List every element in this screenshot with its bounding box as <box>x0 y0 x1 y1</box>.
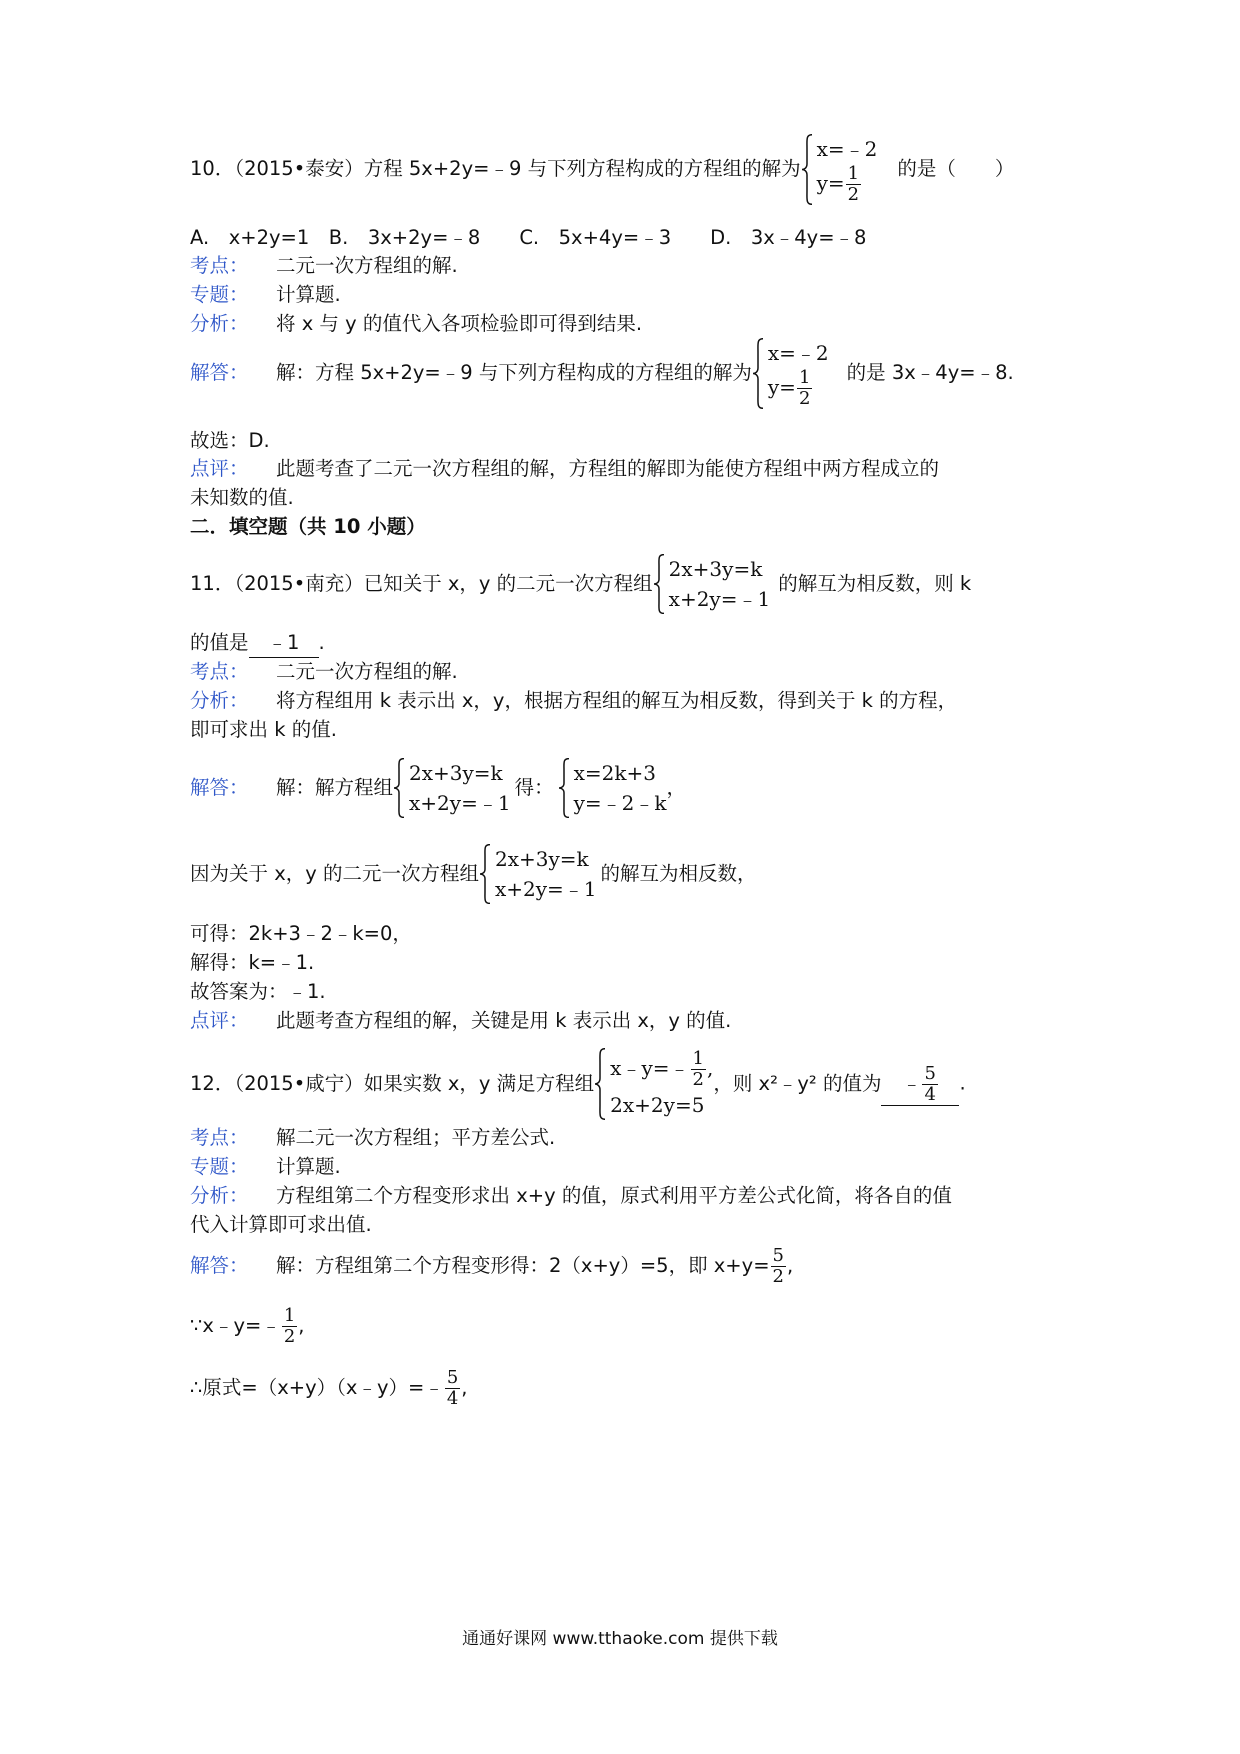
fraction: $\frac{5}{4}$ <box>446 1367 459 1409</box>
q11-jieda: 解答： 解：解方程组 2x+3y=k x+2y=﹣1 得： x=2k+3 y=﹣2﹣k ， <box>190 758 686 818</box>
q10-solution-system <box>801 134 878 205</box>
q11-fenxi: 分析： 将方程组用 k 表示出 x，y，根据方程组的解互为相反数，得到关于 k 的方程， <box>190 687 957 715</box>
label: 点评： <box>190 1009 249 1032</box>
label: 解答： <box>190 775 249 799</box>
q10-kaodian: 考点： 二元一次方程组的解. <box>190 252 458 280</box>
q11-kede: 可得：2k+3﹣2﹣k=0， <box>190 922 412 945</box>
q11-yinwei: 因为关于 x，y 的二元一次方程组 2x+3y=k x+2y=﹣1 的解互为相反数， <box>190 844 757 904</box>
q12-line2: ∵x﹣y=﹣ $\frac{1}{2}$ , <box>190 1305 305 1347</box>
q11-result-system: x=2k+3 y=﹣2﹣k <box>558 758 667 818</box>
q11-jiede: 解得：k=﹣1. <box>190 951 315 974</box>
label: 分析： <box>190 1184 249 1207</box>
fraction: $\frac{1}{2}$ <box>692 1048 704 1090</box>
q12-stem: 12．（2015•咸宁）如果实数 x，y 满足方程组 x﹣y=﹣ $\frac{1}{2}$ , 2x+2y=5 ，则 x²﹣y² 的值为 ﹣ $\frac{5}{4}$ . <box>190 1048 966 1120</box>
q11-system: 2x+3y=k x+2y=﹣1 <box>653 554 771 614</box>
fraction: $\frac{1}{2}$ <box>847 163 860 205</box>
q10-sys-y: y= <box>816 171 845 195</box>
label: 考点： <box>190 254 249 277</box>
q11-jieda-system: 2x+3y=k x+2y=﹣1 <box>393 758 511 818</box>
label: 专题： <box>190 1155 249 1178</box>
fraction: $\frac{1}{2}$ <box>798 367 811 409</box>
page-footer: 通通好课网 www.tthaoke.com 提供下载 <box>462 1629 778 1649</box>
q10-dianping-cont: 未知数的值. <box>190 486 294 509</box>
q12-zhuanti: 专题： 计算题. <box>190 1153 341 1181</box>
label: 分析： <box>190 312 249 335</box>
q10-jieda: 解答： 解：方程 5x+2y=﹣9 与下列方程构成的方程组的解为 x=﹣2 y= $\frac{1}{2}$ 的是 3x﹣4y=﹣8. <box>190 338 1014 409</box>
answer-blank: ﹣1 <box>249 629 319 658</box>
q10-stem <box>190 134 1014 205</box>
q11-kaodian: 考点： 二元一次方程组的解. <box>190 658 458 686</box>
q10-fenxi: 分析： 将 x 与 y 的值代入各项检验即可得到结果. <box>190 310 642 338</box>
label: 考点： <box>190 660 249 683</box>
label: 点评： <box>190 457 249 480</box>
fraction: $\frac{5}{2}$ <box>772 1245 784 1287</box>
label: 考点： <box>190 1126 249 1149</box>
label: 解答： <box>190 1254 249 1277</box>
q11-stem: 11．（2015•南充）已知关于 x，y 的二元一次方程组 2x+3y=k x+2y=﹣1 的解互为相反数，则 k <box>190 554 971 614</box>
q10-dianping: 点评： 此题考查了二元一次方程组的解，方程组的解即为能使方程组中两方程成立的 <box>190 455 939 483</box>
q10-zhuanti: 专题： 计算题. <box>190 281 341 309</box>
q11-fenxi-cont: 即可求出 k 的值. <box>190 718 337 741</box>
q11-dianping: 点评： 此题考查方程组的解，关键是用 k 表示出 x，y 的值. <box>190 1007 731 1035</box>
fraction: $\frac{1}{2}$ <box>283 1305 296 1347</box>
q10-stem-text: 10．（2015•泰安）方程 5x+2y=﹣9 与下列方程构成的方程组的解为 <box>190 157 801 180</box>
q12-kaodian: 考点： 解二元一次方程组；平方差公式. <box>190 1124 555 1152</box>
q10-answer-choice: 故选：D. <box>190 429 270 452</box>
label: 解答： <box>190 361 249 384</box>
section-title: 二．填空题（共 10 小题） <box>190 515 426 538</box>
answer-blank: ﹣ $\frac{5}{4}$ <box>881 1064 959 1106</box>
q12-fenxi: 分析： 方程组第二个方程变形求出 x+y 的值，原式利用平方差公式化简，将各自的值 <box>190 1182 952 1210</box>
q11-stem-2: 的值是 ﹣1 . <box>190 629 325 658</box>
label: 专题： <box>190 283 249 306</box>
q10-stem-end: 的是（ ） <box>897 157 1015 180</box>
q10-sys-x: x=﹣2 <box>816 137 878 161</box>
label: 分析： <box>190 689 249 712</box>
q12-line3: ∴原式=（x+y）（x﹣y）=﹣ $\frac{5}{4}$ , <box>190 1367 468 1409</box>
q10-options: A. x+2y=1 B. 3x+2y=﹣8 C. 5x+4y=﹣3 D. 3x﹣4y=﹣8 <box>190 226 867 249</box>
q12-fenxi-cont: 代入计算即可求出值. <box>190 1213 372 1236</box>
q12-system: x﹣y=﹣ $\frac{1}{2}$ , 2x+2y=5 <box>594 1048 713 1120</box>
q11-guda: 故答案为：﹣1. <box>190 980 326 1003</box>
q10-answer-system: x=﹣2 y= $\frac{1}{2}$ <box>752 338 829 409</box>
q12-jieda: 解答： 解：方程组第二个方程变形得：2（x+y）=5，即 x+y= $\frac{5}{2}$ , <box>190 1245 794 1287</box>
q11-yinwei-system: 2x+3y=k x+2y=﹣1 <box>479 844 597 904</box>
